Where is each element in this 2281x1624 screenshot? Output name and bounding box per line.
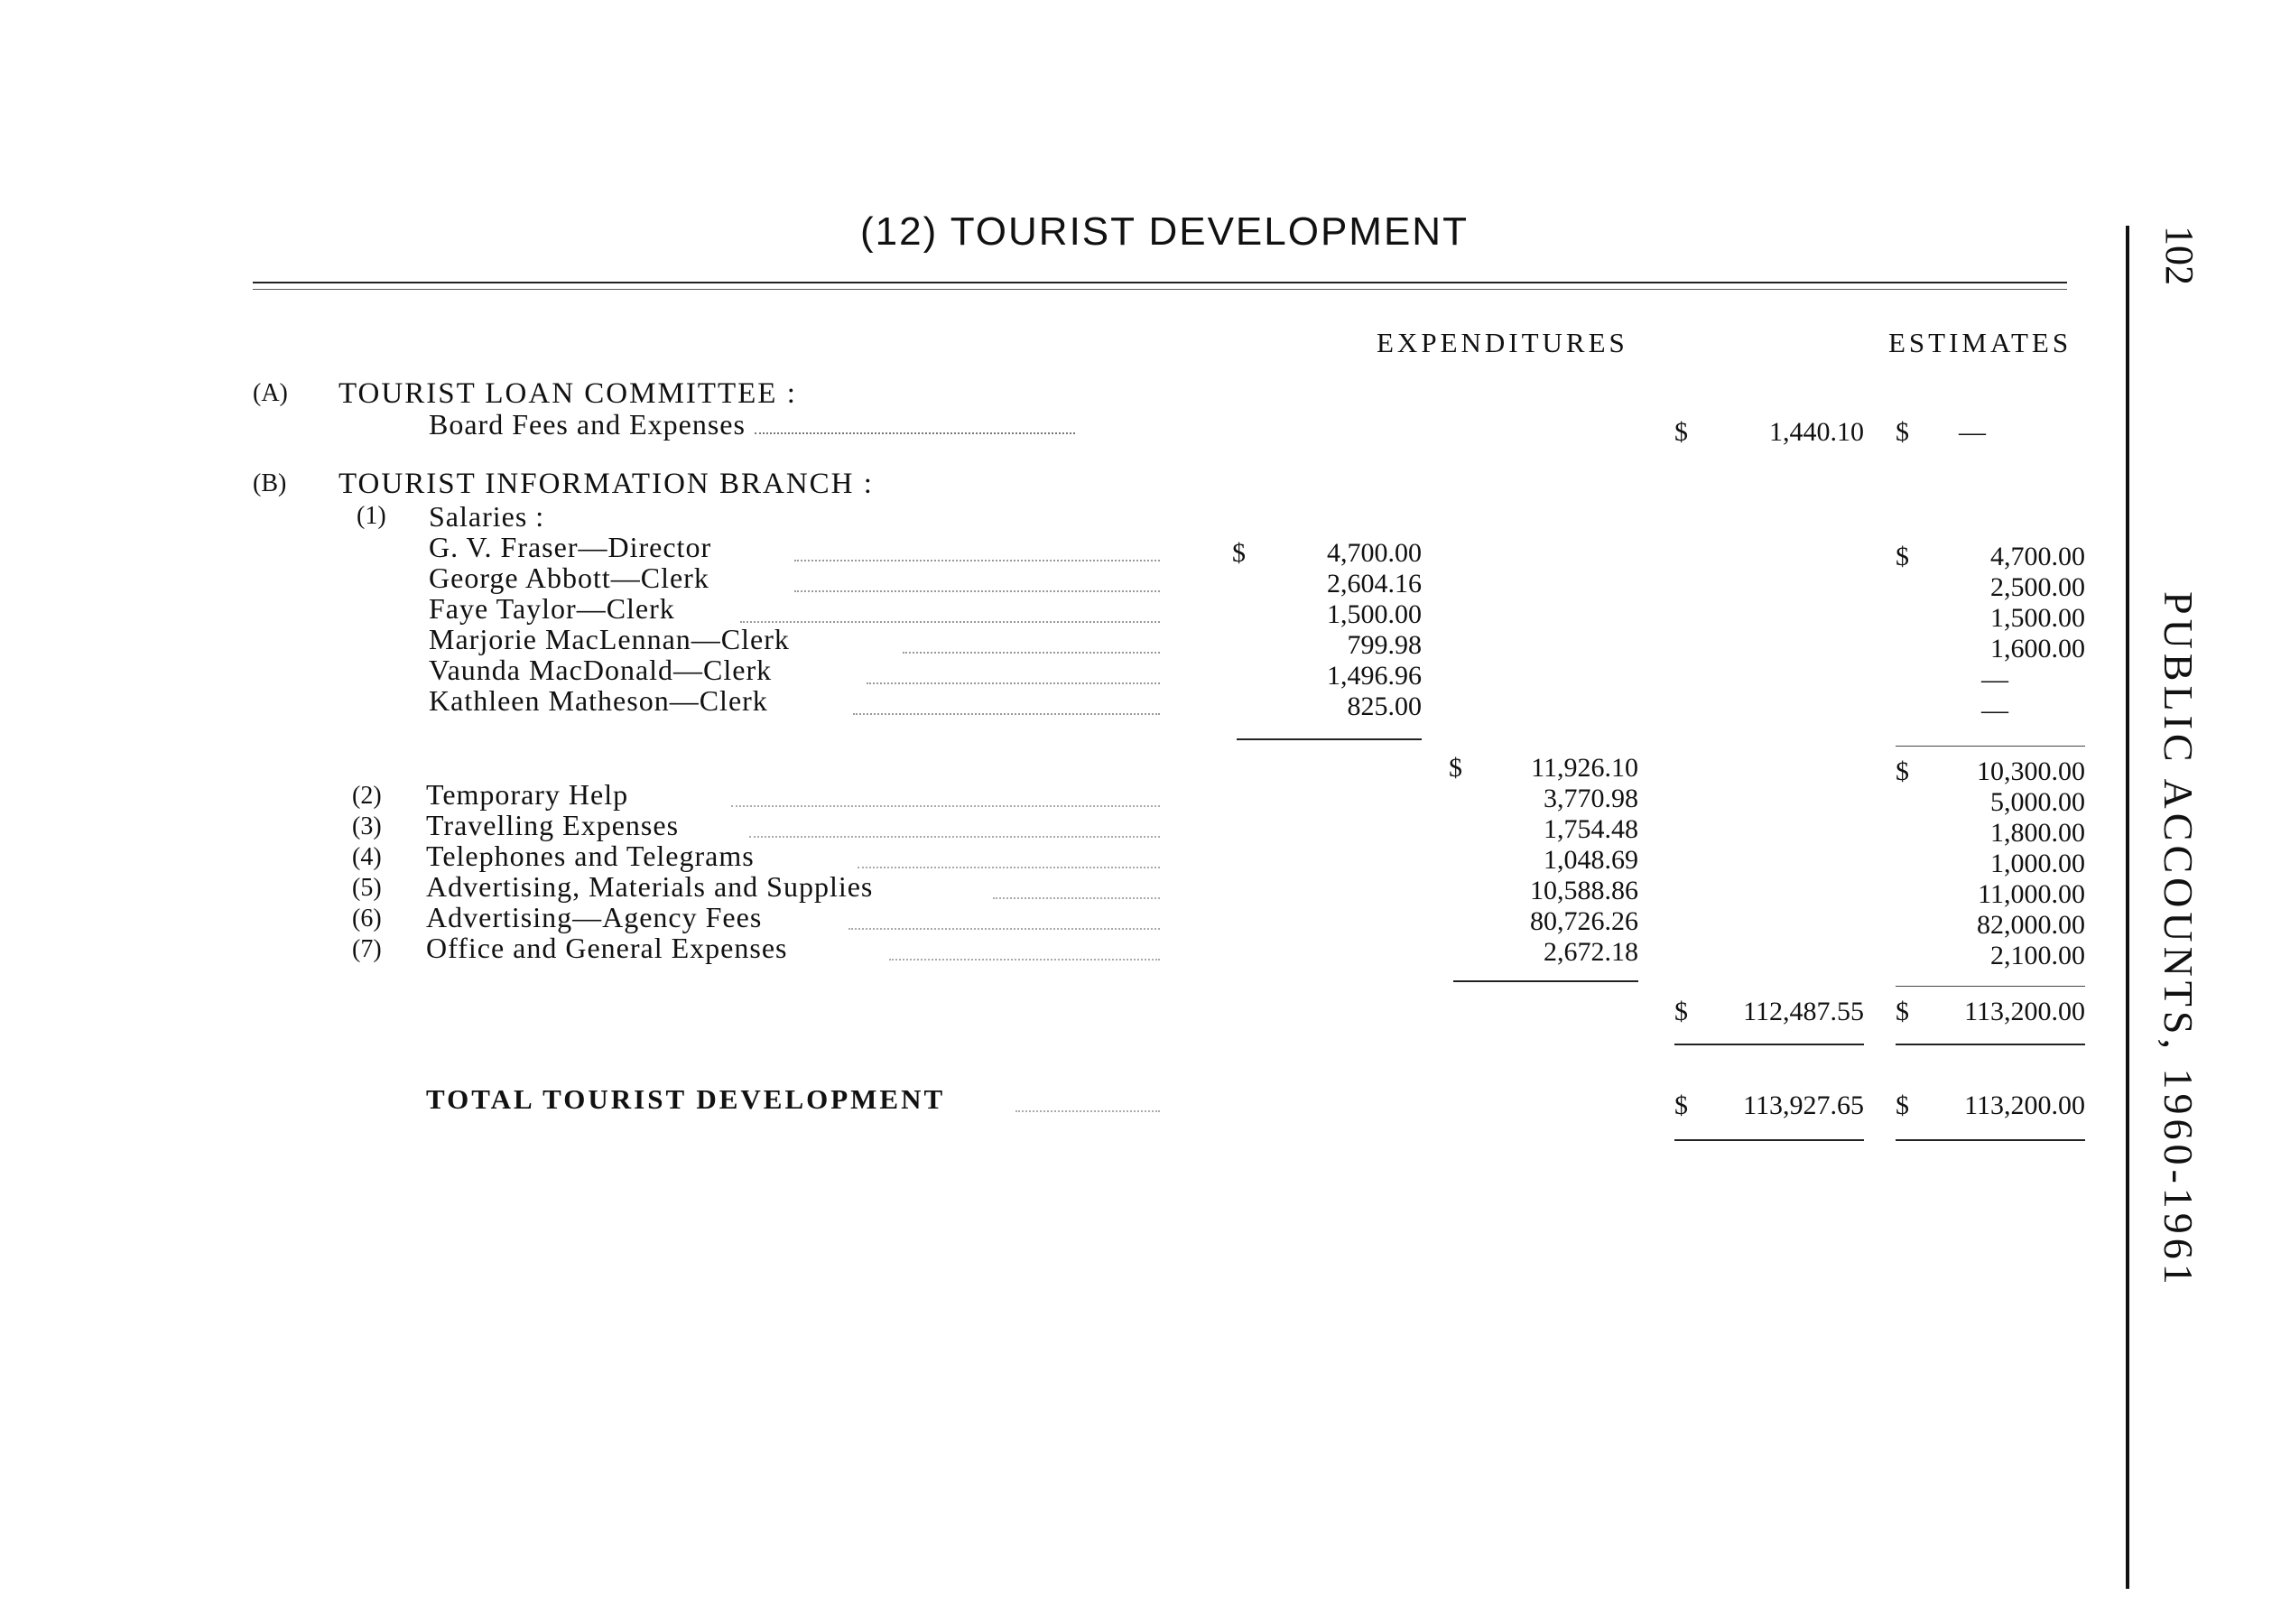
salary-estimate: 4,700.00	[1990, 542, 2085, 571]
side-header: PUBLIC ACCOUNTS, 1960-1961	[2156, 591, 2202, 1289]
salary-expenditure: 1,500.00	[1327, 599, 1422, 629]
leader-dots	[993, 897, 1160, 899]
item-expenditure: 2,672.18	[1544, 937, 1638, 967]
section-b-exp-rule	[1674, 1044, 1864, 1045]
salaries-subtotal-estimate: 10,300.00	[1977, 756, 2085, 786]
section-a-exp-currency: $	[1674, 417, 1688, 447]
salary-row	[429, 623, 790, 656]
items-exp-rule	[1453, 980, 1638, 982]
item-expenditure: 80,726.26	[1530, 906, 1638, 936]
item-marker: (6)	[352, 905, 382, 933]
item-label: Advertising—Agency Fees	[426, 901, 763, 933]
salaries-est-currency: $	[1896, 542, 1909, 571]
salary-label: Faye Taylor—Clerk	[429, 592, 675, 625]
item-expenditure: 1,754.48	[1544, 814, 1638, 844]
grand-total-label: TOTAL TOURIST DEVELOPMENT	[426, 1083, 946, 1115]
item-estimate: 1,800.00	[1990, 818, 2085, 848]
section-b-total-est-currency: $	[1896, 997, 1909, 1026]
salary-label: George Abbott—Clerk	[429, 561, 709, 594]
grand-total-exp-currency: $	[1674, 1090, 1688, 1120]
salary-label: G. V. Fraser—Director	[429, 531, 712, 563]
section-a-est-value: —	[1959, 417, 1986, 447]
page-title: (12) TOURIST DEVELOPMENT	[860, 209, 1469, 254]
salary-estimate: 2,500.00	[1990, 572, 2085, 602]
item-estimate: 2,100.00	[1990, 941, 2085, 970]
section-a-exp-value: 1,440.10	[1769, 417, 1864, 447]
salaries-subtotal-est-currency: $	[1896, 756, 1909, 786]
margin-rule	[2126, 226, 2129, 1589]
leader-dots	[755, 431, 1075, 434]
section-b-total-expenditure: 112,487.55	[1743, 997, 1864, 1026]
leader-dots	[740, 621, 1160, 623]
salaries-exp-rule	[1237, 738, 1422, 740]
item-label: Temporary Help	[426, 778, 629, 811]
item-expenditure: 1,048.69	[1544, 845, 1638, 875]
item-label: Telephones and Telegrams	[426, 840, 755, 872]
leader-dots	[853, 713, 1160, 715]
section-b-total-currency: $	[1674, 997, 1688, 1026]
leader-dots	[749, 836, 1160, 838]
salary-label: Marjorie MacLennan—Clerk	[429, 623, 790, 655]
page-number: 102	[2157, 226, 2202, 285]
item-estimate: 82,000.00	[1977, 910, 2085, 940]
item-label: Travelling Expenses	[426, 809, 680, 841]
salaries-exp-currency: $	[1232, 538, 1246, 568]
salary-label: Kathleen Matheson—Clerk	[429, 684, 768, 717]
item-estimate: 11,000.00	[1978, 879, 2085, 909]
title-rule-thin	[253, 289, 2067, 290]
section-b-est-rule	[1896, 1044, 2085, 1045]
salary-row	[429, 684, 768, 718]
expenditures-heading: EXPENDITURES	[1377, 327, 1628, 358]
leader-dots	[867, 682, 1160, 684]
salaries-est-rule	[1896, 746, 2085, 747]
section-a-item-label: Board Fees and Expenses	[429, 408, 746, 441]
section-a-item	[429, 408, 1075, 441]
leader-dots	[794, 560, 1160, 561]
salary-expenditure: 799.98	[1347, 630, 1422, 660]
salaries-subtotal-currency: $	[1449, 753, 1462, 783]
title-rule	[253, 282, 2067, 283]
item-marker: (2)	[352, 782, 382, 810]
item-marker: (7)	[352, 935, 382, 963]
item-label: Office and General Expenses	[426, 932, 788, 964]
salary-estimate: —	[1981, 695, 2008, 725]
item-marker: (4)	[352, 843, 382, 871]
item-label: Advertising, Materials and Supplies	[426, 870, 874, 903]
salary-expenditure: 4,700.00	[1327, 538, 1422, 568]
section-a-marker: (A)	[253, 379, 288, 407]
item-expenditure: 3,770.98	[1544, 784, 1638, 813]
item-expenditure: 10,588.86	[1530, 876, 1638, 905]
leader-dots	[794, 590, 1160, 592]
salary-expenditure: 2,604.16	[1327, 569, 1422, 599]
salary-row	[429, 531, 711, 564]
salary-row	[429, 561, 709, 595]
item-estimate: 5,000.00	[1990, 787, 2085, 817]
salaries-marker: (1)	[357, 502, 386, 530]
estimates-heading: ESTIMATES	[1888, 327, 2072, 358]
leader-dots	[848, 928, 1160, 930]
salary-expenditure: 1,496.96	[1327, 661, 1422, 691]
grand-total-exp-rule	[1674, 1139, 1864, 1141]
item-estimate: 1,000.00	[1990, 849, 2085, 878]
salary-row	[429, 592, 675, 626]
salary-estimate: 1,600.00	[1990, 634, 2085, 664]
leader-dots	[1015, 1110, 1160, 1112]
grand-total-est-rule	[1896, 1139, 2085, 1141]
items-est-rule	[1896, 986, 2085, 987]
leader-dots	[731, 805, 1160, 807]
item-marker: (3)	[352, 812, 382, 840]
salaries-heading: Salaries :	[429, 500, 545, 533]
item-marker: (5)	[352, 874, 382, 902]
grand-total-est-currency: $	[1896, 1090, 1909, 1120]
leader-dots	[889, 959, 1160, 960]
leader-dots	[858, 867, 1160, 868]
grand-total-estimate: 113,200.00	[1964, 1090, 2085, 1120]
salary-expenditure: 825.00	[1347, 691, 1422, 721]
salary-label: Vaunda MacDonald—Clerk	[429, 654, 773, 686]
salary-estimate: 1,500.00	[1990, 603, 2085, 633]
section-b-total-estimate: 113,200.00	[1964, 997, 2085, 1026]
leader-dots	[903, 652, 1160, 654]
section-a-est-currency: $	[1896, 417, 1909, 447]
salary-estimate: —	[1981, 664, 2008, 694]
section-a-heading: TOURIST LOAN COMMITTEE :	[338, 377, 797, 410]
section-b-heading: TOURIST INFORMATION BRANCH :	[338, 468, 874, 500]
grand-total-expenditure: 113,927.65	[1743, 1090, 1864, 1120]
salaries-subtotal-expenditure: 11,926.10	[1531, 753, 1638, 783]
section-b-marker: (B)	[253, 469, 287, 497]
salary-row	[429, 654, 772, 687]
